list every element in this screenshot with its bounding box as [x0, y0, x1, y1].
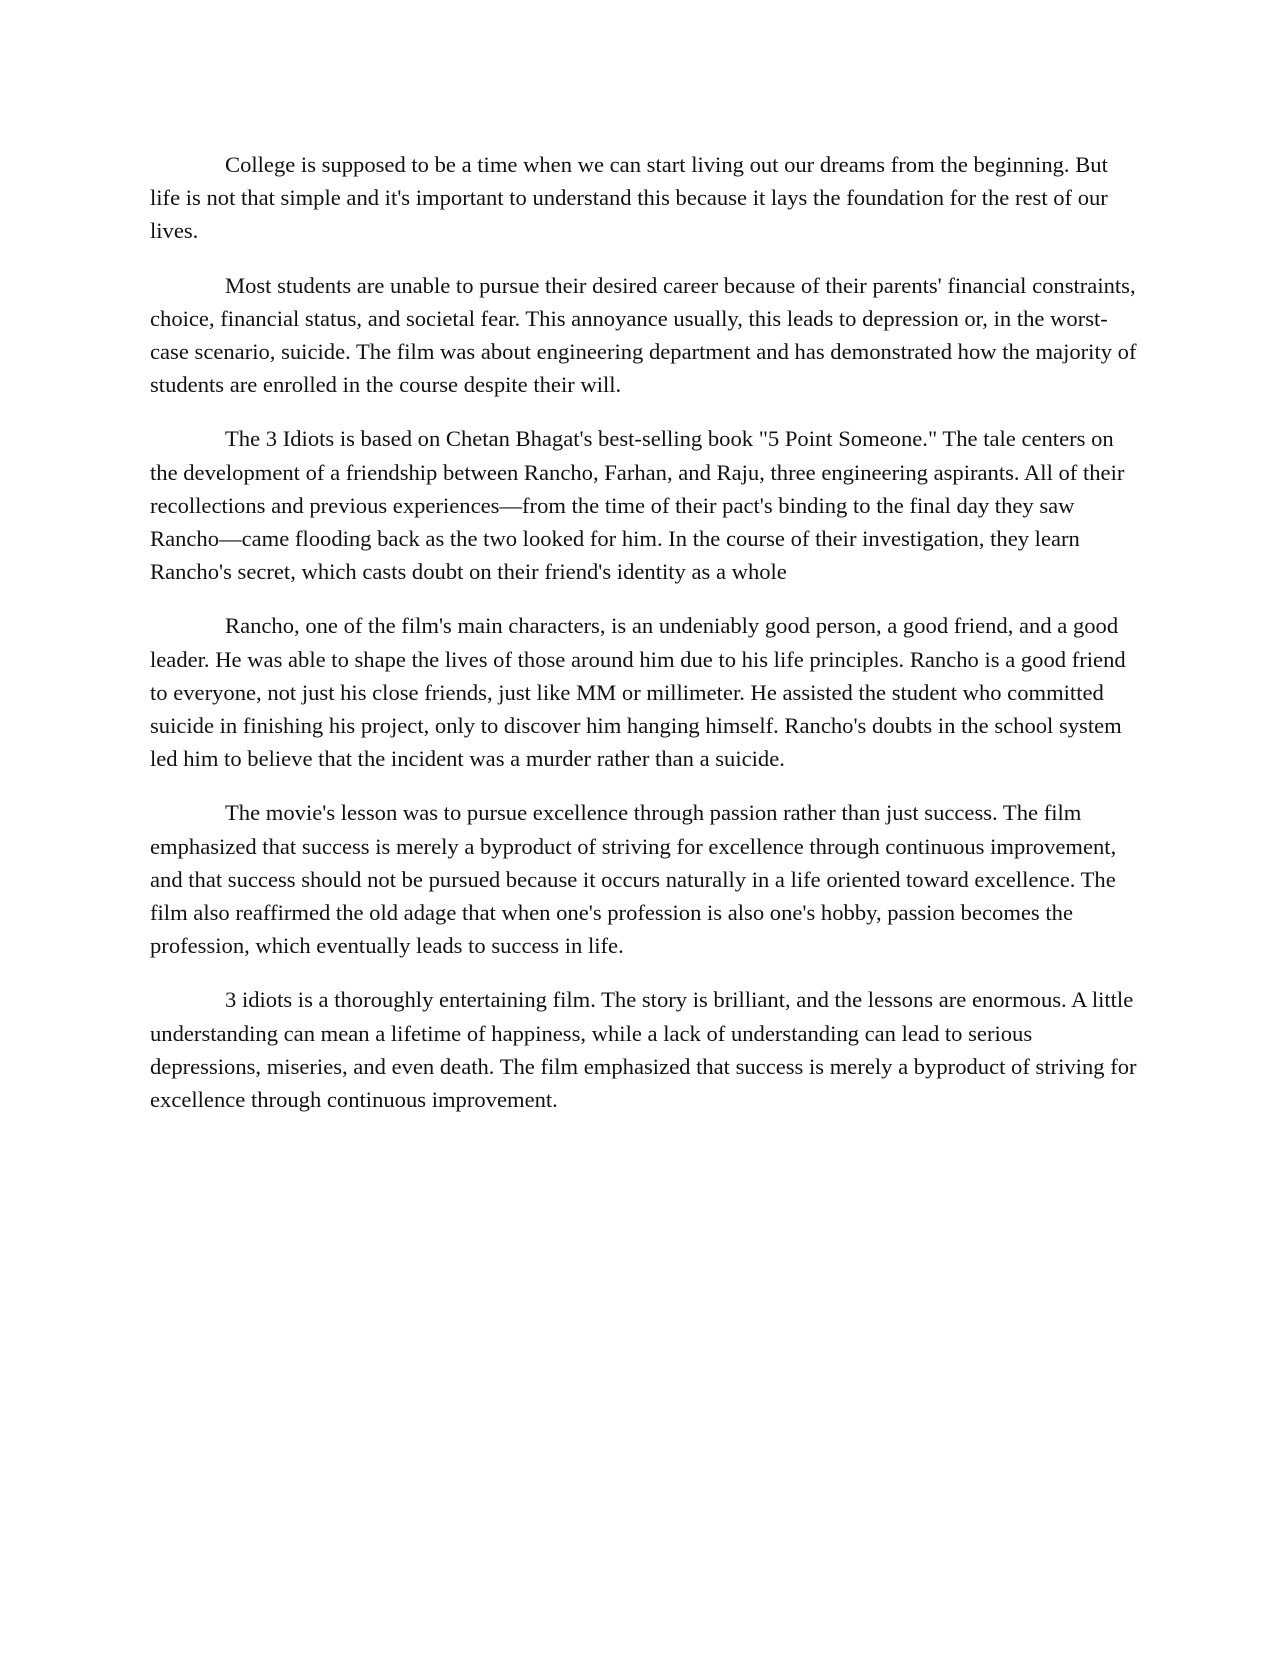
document-body	[150, 148, 1140, 1137]
paragraph-plot-summary: The 3 Idiots is based on Chetan Bhagat's best-selling book "5 Point Someone." The tale centers on the development of a friendship between Rancho, Farhan, and Raju, three engineering aspirants. All of their recollections and previous experiences—from the time of their pact's binding to the final day they saw Rancho—came flooding back as the two looked for him. In the course of their investigation, they learn Rancho's secret, which casts doubt on their friend's identity as a whole	[150, 426, 1125, 585]
paragraph-movie-lesson: The movie's lesson was to pursue excellence through passion rather than just success. The film emphasized that success is merely a byproduct of striving for excellence through continuous improvement, and that success should not be pursued because it occurs naturally in a life oriented toward excellence. The film also reaffirmed the old adage that when one's profession is also one's hobby, passion becomes the profession, which eventually leads to success in life.	[150, 800, 1117, 959]
paragraph-rancho-character: Rancho, one of the film's main characters, is an undeniably good person, a good friend, and a good leader. He was able to shape the lives of those around him due to his life principles. Rancho is a good friend to everyone, not just his close friends, just like MM or millimeter. He assisted the student who committed suicide in finishing his project, only to discover him hanging himself. Rancho's doubts in the school system led him to believe that the incident was a murder rather than a suicide.	[150, 613, 1126, 772]
paragraph-conclusion: 3 idiots is a thoroughly entertaining film. The story is brilliant, and the lessons are enormous. A little understanding can mean a lifetime of happiness, while a lack of understanding can lead to serious depressions, miseries, and even death. The film emphasized that success is merely a byproduct of striving for excellence through continuous improvement.	[150, 987, 1137, 1113]
paragraph-college-dreams: College is supposed to be a time when we can start living out our dreams from the beginning. But life is not that simple and it's important to understand this because it lays the foundation for the rest of our lives.	[150, 152, 1108, 244]
paragraph-career-pressure: Most students are unable to pursue their desired career because of their parents' financial constraints, choice, financial status, and societal fear. This annoyance usually, this leads to depression or, in the worst-case scenario, suicide. The film was about engineering department and has demonstrated how the majority of students are enrolled in the course despite their will.	[150, 272, 1137, 398]
